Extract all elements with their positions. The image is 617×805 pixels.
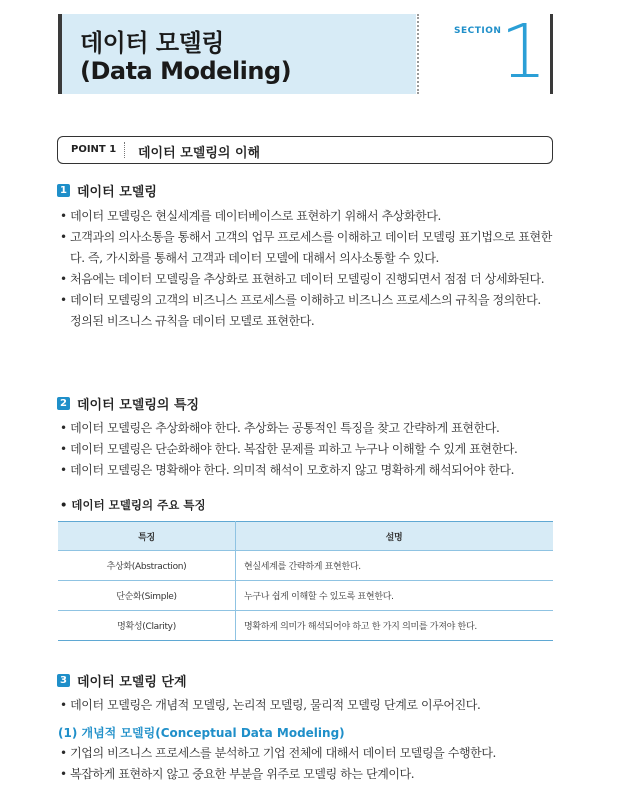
bullet-item: • 고객과의 의사소통을 통해서 고객의 업무 프로세스를 이해하고 데이터 모델링 표기법으로 표현한다. 즉, 가시화를 통해서 고객과 데이터 모델에 대해서 의사소통할 수 있다.	[60, 230, 552, 265]
point-label: POINT 1	[71, 144, 117, 155]
title-box	[58, 14, 416, 94]
section-3-body	[60, 743, 554, 785]
section-heading-text: 데이터 모델링	[77, 185, 157, 200]
features-table	[58, 521, 553, 641]
table-cell: 명확성(Clarity)	[58, 611, 236, 641]
section-1-body	[60, 206, 554, 332]
number-badge-3: 3	[57, 674, 70, 687]
section-number: 1	[500, 9, 548, 95]
point-box	[57, 136, 553, 164]
section-2-body	[60, 418, 554, 481]
table-cell: 명확하게 의미가 해석되어야 하고 한 가지 의미를 가져야 한다.	[236, 611, 554, 641]
section-heading-text: 데이터 모델링 단계	[77, 675, 187, 690]
section-heading-text: 데이터 모델링의 특징	[77, 398, 200, 413]
page-subtitle: (Data Modeling)	[80, 57, 292, 85]
bullet-item: • 처음에는 데이터 모델링을 추상화로 표현하고 데이터 모델링이 진행되면서 점점 더 상세화된다.	[60, 272, 545, 286]
bullet-item: • 데이터 모델링은 현실세계를 데이터베이스로 표현하기 위해서 추상화한다.	[60, 209, 441, 223]
table-header-cell: 특징	[58, 522, 236, 551]
number-badge-2: 2	[57, 397, 70, 410]
point-divider	[124, 142, 125, 158]
section-heading-2	[57, 394, 199, 413]
table-cell: 단순화(Simple)	[58, 581, 236, 611]
section-heading-3	[57, 671, 187, 690]
point-title: 데이터 모델링의 이해	[138, 146, 261, 161]
page-title: 데이터 모델링	[80, 29, 224, 57]
table-header-cell: 설명	[236, 522, 554, 551]
header-right-bar	[550, 14, 553, 94]
table-row	[58, 611, 553, 641]
bullet-item: • 데이터 모델링은 명확해야 한다. 의미적 해석이 모호하지 않고 명확하게 해석되어야 한다.	[60, 463, 514, 477]
bullet-item: • 데이터 모델링은 단순화해야 한다. 복잡한 문제를 피하고 누구나 이해할 수 있게 표현한다.	[60, 442, 518, 456]
conceptual-modeling-heading: (1) 개념적 모델링(Conceptual Data Modeling)	[58, 726, 345, 740]
table-header-row	[58, 522, 553, 551]
section-heading-1	[57, 181, 157, 200]
table-row	[58, 581, 553, 611]
section-label: SECTION	[454, 26, 502, 36]
bullet-item: • 복잡하게 표현하지 않고 중요한 부분을 위주로 모델링 하는 단계이다.	[60, 767, 415, 781]
bullet-item: • 데이터 모델링의 고객의 비즈니스 프로세스를 이해하고 비즈니스 프로세스의 규칙을 정의한다. 정의된 비즈니스 규칙을 데이터 모델로 표현한다.	[60, 293, 541, 328]
header-divider	[417, 14, 419, 94]
table-title: • 데이터 모델링의 주요 특징	[60, 498, 206, 512]
table-cell: 현실세계를 간략하게 표현한다.	[236, 551, 554, 581]
bullet-item: • 데이터 모델링은 개념적 모델링, 논리적 모델링, 물리적 모델링 단계로 이루어진다.	[60, 698, 481, 712]
table-cell: 추상화(Abstraction)	[58, 551, 236, 581]
table-row	[58, 551, 553, 581]
number-badge-1: 1	[57, 184, 70, 197]
bullet-item: • 기업의 비즈니스 프로세스를 분석하고 기업 전체에 대해서 데이터 모델링을 수행한다.	[60, 746, 496, 760]
section-3-intro	[60, 695, 554, 716]
table-cell: 누구나 쉽게 이해할 수 있도록 표현한다.	[236, 581, 554, 611]
bullet-item: • 데이터 모델링은 추상화해야 한다. 추상화는 공통적인 특징을 찾고 간략하게 표현한다.	[60, 421, 500, 435]
